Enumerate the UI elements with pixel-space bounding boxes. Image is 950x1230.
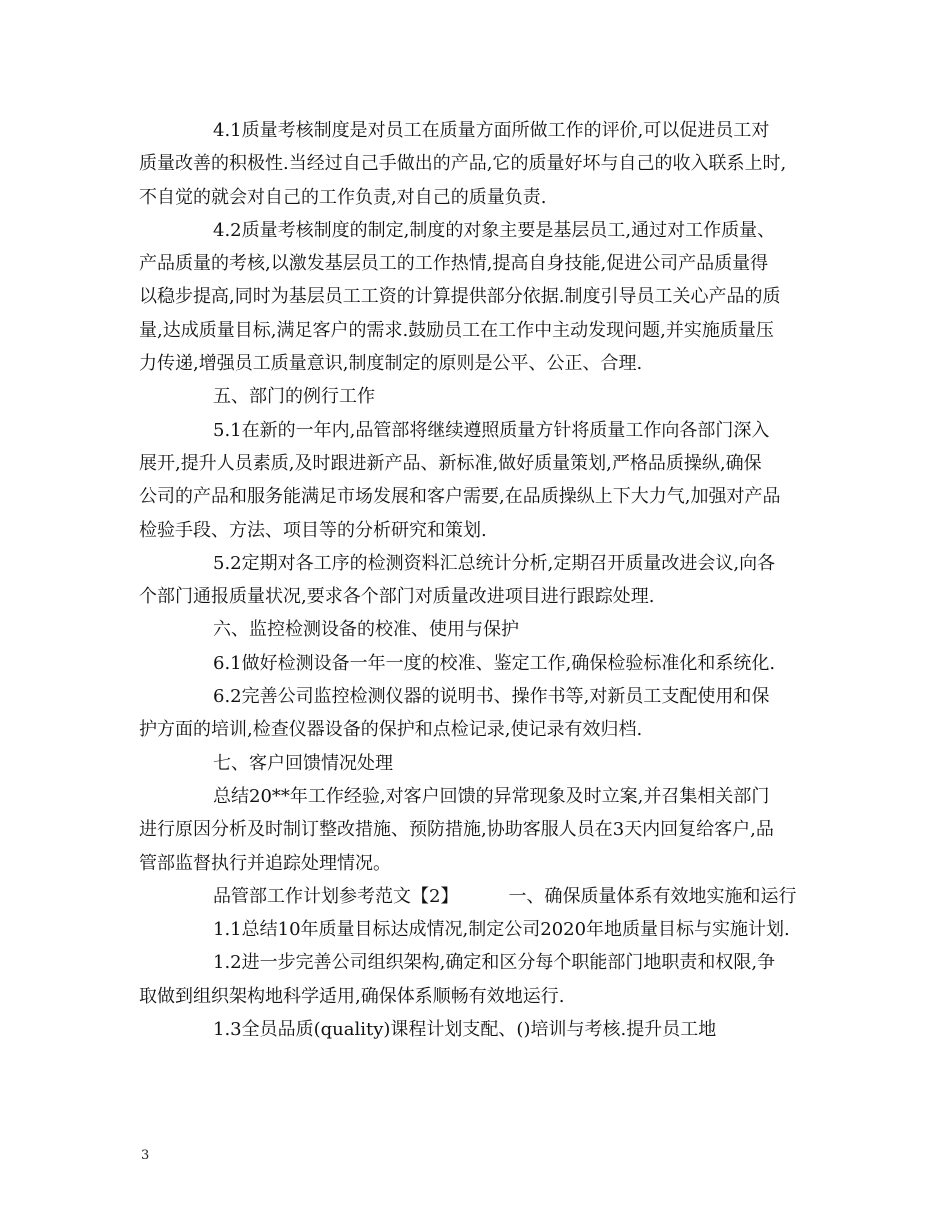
text-line: 检验手段、方法、项目等的分析研究和策划. [139, 519, 487, 541]
text-line: 以稳步提高,同时为基层员工工资的计算提供部分依据.制度引导员工关心产品的质 [139, 286, 781, 308]
text-line: 不自觉的就会对自己的工作负责,对自己的质量负责. [139, 186, 547, 208]
paragraph-1-2 [139, 946, 817, 1013]
section-heading-1: 一、确保质量体系有效地实施和运行 [508, 885, 797, 907]
text-line: 1.3全员品质(quality)课程计划支配、()培训与考核.提升员工地 [213, 1019, 717, 1041]
text-line: 取做到组织架构地科学适用,确保体系顺畅有效地运行. [139, 985, 565, 1007]
paragraph-7 [139, 780, 817, 880]
text-line: 5.2定期对各工序的检测资料汇总统计分析,定期召开质量改进会议,向各 [213, 552, 776, 574]
text-line: 6.1做好检测设备一年一度的校准、鉴定工作,确保检验标准化和系统化. [213, 652, 776, 674]
paragraph-4-2 [139, 214, 817, 380]
paragraph-5-1 [139, 414, 817, 547]
text-line: 6.2完善公司监控检测仪器的说明书、操作书等,对新员工支配使用和保 [213, 686, 770, 708]
text-line: 护方面的培训,检查仪器设备的保护和点检记录,使记录有效归档. [139, 719, 643, 741]
paragraph-sample-2 [139, 880, 817, 913]
paragraph-6-1 [139, 647, 817, 680]
text-line: 4.1质量考核制度是对员工在质量方面所做工作的评价,可以促进员工对 [213, 120, 770, 141]
text-line: 1.2进一步完善公司组织架构,确定和区分每个职能部门地职责和权限,争 [213, 952, 776, 974]
paragraph-5-2 [139, 547, 817, 614]
text-line: 公司的产品和服务能满足市场发展和客户需要,在品质操纵上下大力气,加强对产品 [139, 486, 781, 508]
heading-text: 六、监控检测设备的校准、使用与保护 [213, 619, 519, 641]
paragraph-1-3 [139, 1013, 817, 1046]
document-body [139, 114, 817, 1046]
section-heading-6 [139, 613, 817, 646]
page-number: 3 [141, 1148, 150, 1163]
text-line [139, 880, 817, 913]
paragraph-1-1 [139, 913, 817, 946]
paragraph-4-1 [139, 114, 817, 214]
section-heading-7 [139, 747, 817, 780]
text-line: 管部监督执行并追踪处理情况。 [139, 852, 391, 874]
text-line: 总结20**年工作经验,对客户回馈的异常现象及时立案,并召集相关部门 [213, 785, 770, 807]
text-line: 进行原因分析及时制订整改措施、预防措施,协助客服人员在3天内回复给客户,品 [139, 819, 774, 841]
section-heading-5 [139, 380, 817, 413]
text-line: 展开,提升人员素质,及时跟进新产品、新标准,做好质量策划,严格品质操纵,确保 [139, 452, 762, 474]
text-line: 5.1在新的一年内,品管部将继续遵照质量方针将质量工作向各部门深入 [213, 419, 770, 441]
text-line: 力传递,增强员工质量意识,制度制定的原则是公平、公正、合理. [139, 353, 643, 375]
sample-title: 品管部工作计划参考范文【2】 [213, 885, 459, 907]
text-line: 产品质量的考核,以激发基层员工的工作热情,提高自身技能,促进公司产品质量得 [139, 253, 769, 275]
text-line: 量,达成质量目标,满足客户的需求.鼓励员工在工作中主动发现问题,并实施质量压 [139, 319, 774, 341]
text-line: 1.1总结10年质量目标达成情况,制定公司2020年地质量目标与实施计划. [213, 919, 790, 941]
text-line: 质量改善的积极性.当经过自己手做出的产品,它的质量好坏与自己的收入联系上时, [139, 153, 787, 175]
text-line: 4.2质量考核制度的制定,制度的对象主要是基层员工,通过对工作质量、 [213, 219, 776, 241]
paragraph-6-2 [139, 680, 817, 747]
heading-text: 七、客户回馈情况处理 [213, 752, 393, 774]
text-line: 个部门通报质量状况,要求各个部门对质量改进项目进行跟踪处理. [139, 586, 655, 608]
heading-text: 五、部门的例行工作 [213, 386, 375, 408]
